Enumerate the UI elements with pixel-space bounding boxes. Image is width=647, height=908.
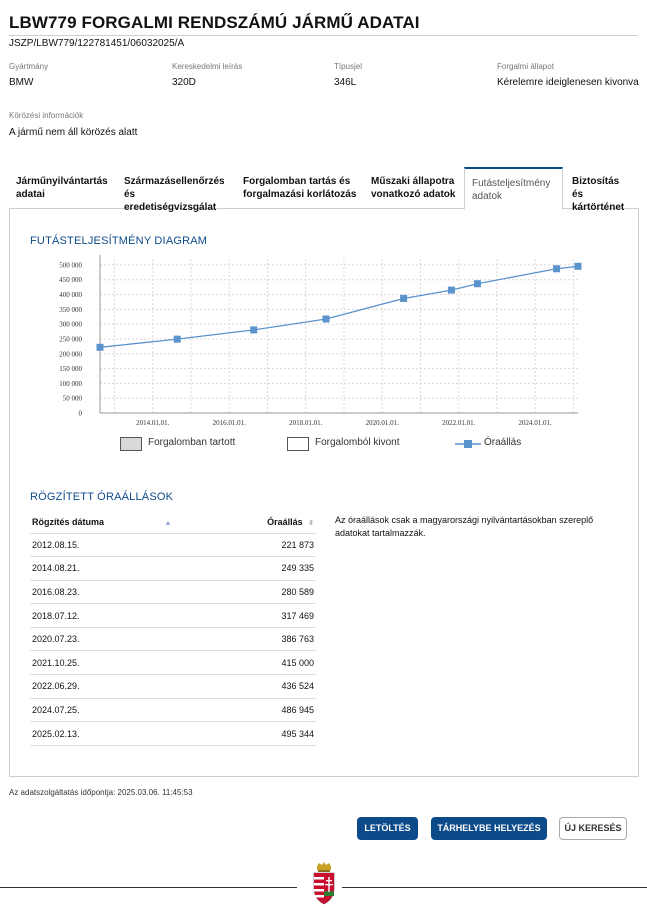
wanted-label: Körözési információk bbox=[9, 111, 84, 120]
coat-of-arms-icon bbox=[312, 862, 336, 906]
y-tick-label: 200 000 bbox=[59, 350, 82, 359]
stripe-2 bbox=[314, 883, 324, 886]
y-tick-label: 450 000 bbox=[59, 276, 82, 285]
table-row bbox=[30, 627, 316, 651]
odometer-data-point bbox=[322, 315, 329, 322]
odometer-data-point bbox=[474, 280, 481, 287]
reading-value: 415 000 bbox=[215, 651, 316, 675]
description-value: 320D bbox=[172, 77, 196, 88]
reading-value: 386 763 bbox=[215, 627, 316, 651]
y-tick-label: 100 000 bbox=[59, 379, 82, 388]
y-tick-label: 150 000 bbox=[59, 365, 82, 374]
table-row bbox=[30, 722, 316, 746]
tab-label-line1: Műszaki állapotra bbox=[371, 176, 455, 187]
table-row bbox=[30, 604, 316, 628]
reading-value: 317 469 bbox=[215, 604, 316, 628]
legend-swatch-odometer bbox=[455, 438, 481, 450]
footer-divider-left bbox=[0, 887, 297, 888]
x-tick-label: 2016.01.01. bbox=[212, 419, 246, 427]
readings-table bbox=[30, 511, 316, 746]
status-label: Forgalmi állapot bbox=[497, 62, 554, 71]
y-tick-label: 500 000 bbox=[59, 261, 82, 270]
odometer-data-point bbox=[400, 295, 407, 302]
tab-label-line2: vonatkozó adatok bbox=[371, 189, 456, 200]
reading-value: 280 589 bbox=[215, 580, 316, 604]
reading-date: 2025.02.13. bbox=[30, 722, 215, 746]
tab-label-line1: Forgalomban tartás és bbox=[243, 176, 351, 187]
table-header-row bbox=[30, 511, 316, 533]
odometer-data-point bbox=[250, 326, 257, 333]
type-label: Típusjel bbox=[334, 62, 363, 71]
reading-value: 436 524 bbox=[215, 675, 316, 699]
reading-date: 2024.07.25. bbox=[30, 698, 215, 722]
x-tick-label: 2020.01.01. bbox=[365, 419, 399, 427]
column-header-value-label: Óraállás bbox=[267, 516, 303, 527]
stripe-3 bbox=[314, 889, 324, 892]
stripe-4 bbox=[314, 895, 324, 898]
x-tick-label: 2014.01.01. bbox=[136, 419, 170, 427]
legend-swatch-in-circulation bbox=[120, 437, 142, 451]
odometer-data-point bbox=[553, 265, 560, 272]
crown-shape bbox=[317, 862, 331, 870]
chart-section-title: FUTÁSTELJESÍTMÉNY DIAGRAM bbox=[30, 235, 208, 247]
manufacturer-label: Gyártmány bbox=[9, 62, 49, 71]
y-tick-label: 300 000 bbox=[59, 320, 82, 329]
reading-value: 495 344 bbox=[215, 722, 316, 746]
tab-label-line2: forgalmazási korlátozás bbox=[243, 189, 357, 200]
tab-mileage[interactable] bbox=[464, 167, 563, 210]
double-cross-upper bbox=[326, 880, 332, 881]
legend-label-withdrawn: Forgalomból kivont bbox=[315, 437, 400, 448]
tab-technical-condition[interactable] bbox=[364, 167, 466, 209]
x-tick-label: 2022.01.01. bbox=[442, 419, 476, 427]
reading-date: 2021.10.25. bbox=[30, 651, 215, 675]
y-tick-label: 400 000 bbox=[59, 291, 82, 300]
download-button[interactable]: LETÖLTÉS bbox=[357, 817, 418, 840]
x-tick-label: 2024.01.01. bbox=[518, 419, 552, 427]
reading-date: 2020.07.23. bbox=[30, 627, 215, 651]
tab-circulation[interactable] bbox=[236, 167, 366, 209]
tab-label-line1: Származásellenőrzés bbox=[124, 176, 225, 187]
readings-note: Az óraállások csak a magyarországi nyilvántartásokban szereplő adatokat tartalmazzák. bbox=[335, 515, 594, 538]
odometer-data-point bbox=[174, 336, 181, 343]
reading-value: 249 335 bbox=[215, 557, 316, 581]
column-header-date-label: Rögzítés dátuma bbox=[32, 516, 105, 527]
wanted-value: A jármű nem áll körözés alatt bbox=[9, 127, 138, 138]
y-tick-label: 0 bbox=[78, 409, 82, 418]
title-divider bbox=[9, 35, 638, 36]
status-value: Kérelemre ideiglenesen kivonva bbox=[497, 77, 639, 88]
table-row bbox=[30, 557, 316, 581]
odometer-data-point bbox=[97, 344, 104, 351]
mileage-chart bbox=[18, 253, 588, 431]
legend-label-odometer: Óraállás bbox=[484, 437, 522, 448]
description-label: Kereskedelmi leírás bbox=[172, 62, 243, 71]
tab-insurance[interactable] bbox=[565, 167, 639, 213]
manufacturer-value: BMW bbox=[9, 77, 34, 88]
reading-date: 2012.08.15. bbox=[30, 533, 215, 557]
odometer-data-point bbox=[448, 287, 455, 294]
data-timestamp: Az adatszolgáltatás időpontja: 2025.03.06. 11:45:53 bbox=[9, 788, 193, 797]
table-row bbox=[30, 675, 316, 699]
column-header-date[interactable] bbox=[30, 511, 215, 533]
legend-marker bbox=[464, 440, 472, 448]
sort-neutral-icon: ⬍ bbox=[308, 519, 314, 527]
legend-label-in-circulation: Forgalomban tartott bbox=[148, 437, 236, 448]
tab-label-line2: adatok bbox=[472, 191, 503, 202]
sort-ascending-icon: ▲ bbox=[164, 519, 172, 527]
column-header-value[interactable] bbox=[215, 511, 316, 533]
reading-date: 2018.07.12. bbox=[30, 604, 215, 628]
tab-bar bbox=[9, 167, 639, 213]
odometer-series-line bbox=[100, 266, 578, 347]
tab-label-line2: kártörténet bbox=[572, 202, 625, 213]
new-search-button[interactable]: ÚJ KERESÉS bbox=[559, 817, 627, 840]
tab-label-line2: adatai bbox=[16, 189, 45, 200]
table-row bbox=[30, 580, 316, 604]
reading-value: 486 945 bbox=[215, 698, 316, 722]
tab-label-line2: és eredetiségvizsgálat bbox=[124, 189, 217, 213]
y-tick-label: 50 000 bbox=[62, 394, 82, 403]
readings-section-title: RÖGZÍTETT ÓRAÁLLÁSOK bbox=[30, 491, 174, 503]
stripe-1 bbox=[314, 877, 324, 880]
table-row bbox=[30, 651, 316, 675]
tab-label-line1: Biztosítás és bbox=[572, 176, 620, 200]
reading-date: 2014.08.21. bbox=[30, 557, 215, 581]
table-row bbox=[30, 533, 316, 557]
store-button[interactable]: TÁRHELYBE HELYEZÉS bbox=[431, 817, 547, 840]
y-tick-label: 350 000 bbox=[59, 305, 82, 314]
tab-label-line1: Futásteljesítmény bbox=[472, 178, 551, 189]
y-tick-label: 250 000 bbox=[59, 335, 82, 344]
footer-divider-right bbox=[342, 887, 647, 888]
reading-date: 2016.08.23. bbox=[30, 580, 215, 604]
type-value: 346L bbox=[334, 77, 357, 88]
tab-vehicle-registry[interactable] bbox=[9, 167, 119, 209]
tab-origin-check[interactable] bbox=[117, 167, 237, 213]
reading-date: 2022.06.29. bbox=[30, 675, 215, 699]
table-row bbox=[30, 698, 316, 722]
double-cross-lower bbox=[325, 884, 333, 885]
x-tick-label: 2018.01.01. bbox=[289, 419, 323, 427]
tab-label-line1: Járműnyilvántartás bbox=[16, 176, 108, 187]
reading-value: 221 873 bbox=[215, 533, 316, 557]
page-title: LBW779 FORGALMI RENDSZÁMÚ JÁRMŰ ADATAI bbox=[9, 13, 420, 32]
legend-swatch-withdrawn bbox=[287, 437, 309, 451]
document-id: JSZP/LBW779/122781451/06032025/A bbox=[9, 38, 185, 49]
odometer-data-point bbox=[575, 263, 582, 270]
crown-band bbox=[318, 870, 330, 872]
